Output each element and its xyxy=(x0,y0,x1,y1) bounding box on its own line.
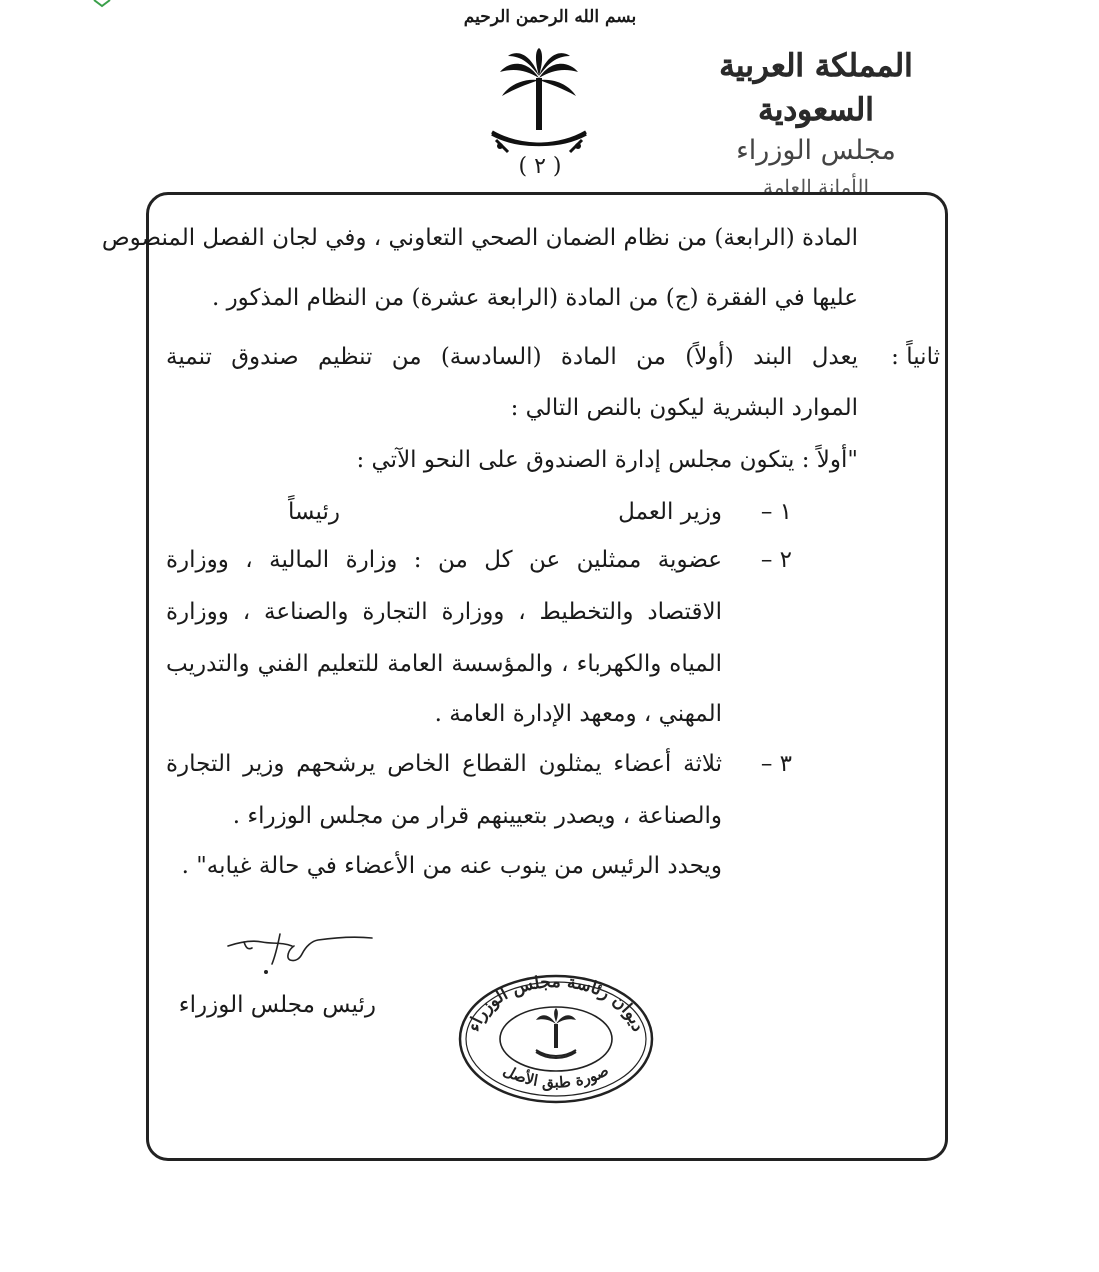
item-3-line2: والصناعة ، ويصدر بتعيينهم قرار من مجلس الوزراء . xyxy=(232,803,722,829)
closing-line: ويحدد الرئيس من ينوب عنه من الأعضاء في حالة غيابه" . xyxy=(181,853,722,879)
letterhead-kingdom: المملكة العربية السعودية xyxy=(719,48,913,128)
para2-line2: الموارد البشرية ليكون بالنص التالي : xyxy=(510,395,858,421)
basmala: بسم الله الرحمن الرحيم xyxy=(463,7,637,27)
item-2-line1: عضوية ممثلين عن كل من : وزارة المالية ، ووزارة xyxy=(166,547,722,573)
seal-bottom-text: صورة طبق الأصل xyxy=(500,1061,612,1092)
corner-mark xyxy=(92,0,112,8)
seal-outer-text: ديوان رئاسة مجلس الوزراء xyxy=(464,972,648,1034)
item-2-line2: الاقتصاد والتخطيط ، ووزارة التجارة والصناعة ، ووزارة xyxy=(166,599,722,625)
letterhead xyxy=(676,44,956,199)
letterhead-council: مجلس الوزراء xyxy=(736,135,896,166)
item-2-line4: المهني ، ومعهد الإدارة العامة . xyxy=(434,701,722,727)
item-3-line1: ثلاثة أعضاء يمثلون القطاع الخاص يرشحهم وزير التجارة xyxy=(166,751,722,777)
para2-line3: "أولاً : يتكون مجلس إدارة الصندوق على النحو الآتي : xyxy=(356,447,858,473)
para1-line2: عليها في الفقرة (ج) من المادة (الرابعة عشرة) من النظام المذكور . xyxy=(211,285,858,311)
page-number: ( ٢ ) xyxy=(518,154,562,179)
section-label: ثانياً : xyxy=(891,344,940,370)
official-round-seal-icon xyxy=(456,972,656,1106)
palm-and-swords-emblem-icon xyxy=(486,48,592,164)
item-number: ٢ – xyxy=(760,547,792,573)
handwritten-signature-icon xyxy=(222,920,392,980)
signer-title: رئيس مجلس الوزراء xyxy=(178,992,376,1018)
item-number: ٣ – xyxy=(760,751,792,777)
item-2-line3: المياه والكهرباء ، والمؤسسة العامة للتعليم الفني والتدريب xyxy=(166,651,722,677)
para1-line1: المادة (الرابعة) من نظام الضمان الصحي التعاوني ، وفي لجان الفصل المنصوص xyxy=(101,225,858,251)
seal-emblem-icon xyxy=(536,1008,576,1058)
item-1-role: رئيساً xyxy=(288,499,340,525)
letterhead-secretariat: الأمانة العامة xyxy=(762,175,870,199)
item-1-text: وزير العمل xyxy=(618,499,722,525)
item-number: ١ – xyxy=(760,499,792,525)
para2-line1: يعدل البند (أولاً) من المادة (السادسة) من تنظيم صندوق تنمية xyxy=(166,344,858,370)
